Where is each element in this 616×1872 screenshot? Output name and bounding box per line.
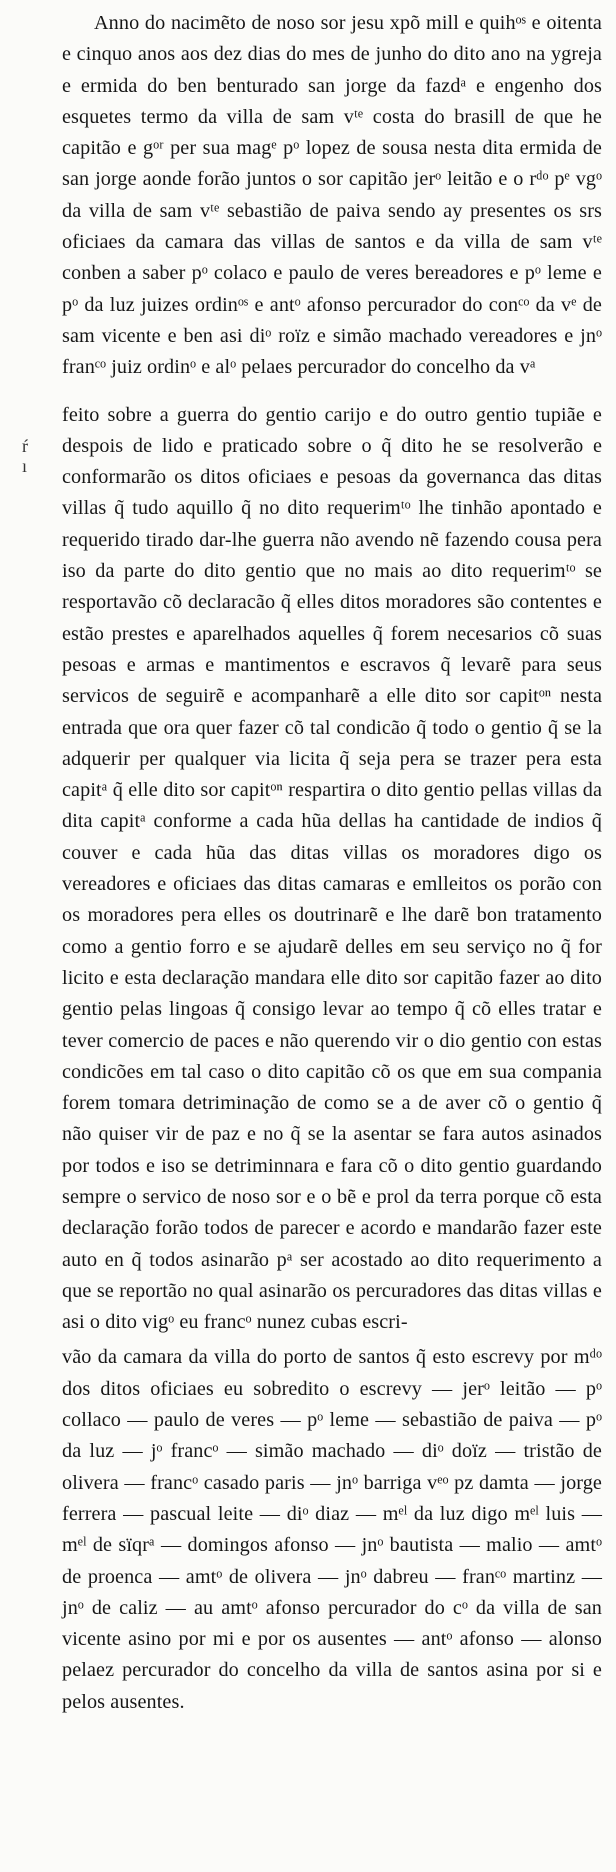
document-text	[62, 8, 602, 1718]
paragraph-gap	[62, 384, 602, 400]
margin-mark: ı	[22, 456, 28, 476]
paragraph-1: Anno do nacimẽto de noso sor jesu xpõ mill e quihᵒˢ e oitenta e cinquo anos aos dez dias do mes de junho do dito ano na ygreja e ermida do ben benturado san jorge da fazdᵃ e engenho dos esquetes termo da villa de sam vᵗᵉ costa do brasill de que he capitão e gᵒʳ per sua magᵉ pᵒ lopez de sousa nesta dita ermida de san jorge aonde forão juntos o sor capitão jerᵒ leitão e o rᵈᵒ pᵉ vgᵒ da villa de sam vᵗᵉ sebastião de paiva sendo ay presentes os srs oficiaes da camara das villas de santos e da villa de sam vᵗᵉ conben a saber pᵒ colaco e paulo de veres bereadores e pᵒ leme e pᵒ da luz juizes ordinᵒˢ e antᵒ afonso percurador do conᶜᵒ da vᵉ de sam vicente e ben asi diᵒ roïz e simão machado vereadores e jnᵒ franᶜᵒ juiz ordinᵒ e alᵒ pelaes percurador do concelho da vᵃ	[62, 12, 602, 379]
paragraph-2: feito sobre a guerra do gentio carijo e do outro gentio tupiãe e despois de lido e praticado sobre o q̃ dito he se resolverão e conformarão os ditos oficiaes e pesoas da governanca das ditas villas q̃ tudo aquillo q̃ no dito requerimᵗᵒ lhe tinhão apontado e requerido tirado dar-lhe guerra não avendo nẽ fazendo cousa pera iso da parte do dito gentio que no mais ao dito requerimᵗᵒ se resportavão cõ declaracão q̃ elles ditos moradores são contentes e estão prestes e aparelhados aquelles q̃ forem necesarios cõ suas pesoas e armas e mantimentos e escravos q̃ levarẽ para seus servicos de seguirẽ e acompanharẽ a elle dito sor capitᵒⁿ nesta entrada que ora quer fazer cõ tal condicão q̃ todo o gentio q̃ se la adquerir per qualquer via licita q̃ seja pera se trazer pera esta capitᵃ q̃ elle dito sor capitᵒⁿ respartira o dito gentio pellas villas da dita capitᵃ conforme a cada hũa dellas ha cantidade de indios q̃ couver e cada hũa das ditas villas os moradores digo os vereadores e oficiaes das ditas camaras e emlleitos os porão con os moradores pera elles os doutrinarẽ e lhe darẽ bon tratamento como a gentio forro e se ajudarẽ delles em seu serviço no q̃ for licito e esta declaração mandara elle dito sor capitão fazer ao dito gentio pelas lingoas q̃ consigo levar ao tempo q̃ cõ elles tratar e tever comercio de paces e não querendo vir o dio gentio con estas condicões em tal caso o dito capitão cõ os que em sua compania forem tomara detriminação de como se a de aver cõ o gentio q̃ não quiser vir de paz e no q̃ se la asentar se fara autos asinados por todos e iso se detriminnara e fara cõ o dito gentio guardando sempre o servico de noso sor e o bẽ e prol da terra porque cõ esta declaração forão todos de parecer e acordo e mandarão fazer este auto en q̃ todos asinarão pᵃ ser acostado ao dito requerimento a que se reportão no qual asinarão os percuradores das ditas villas e asi o dito vigᵒ eu francᵒ nunez cubas escri-	[62, 403, 602, 1334]
paragraph-3: vão da camara da villa do porto de santos q̃ esto escrevy por mᵈᵒ dos ditos oficiaes eu sobredito o escrevy — jerᵒ leitão — pᵒ collaco — paulo de veres — pᵒ leme — sebastião de paiva — pᵒ da luz — jᵒ francᵒ — simão machado — diᵒ doïz — tristão de olivera — francᵒ casado paris — jnᵒ barriga vᵉᵒ pz damta — jorge ferrera — pascual leite — diᵒ diaz — mᵉˡ da luz digo mᵉˡ luis — mᵉˡ de sïqrᵃ — domingos afonso — jnᵒ bautista — malio — amtᵒ de proenca — amtᵒ de olivera — jnᵒ dabreu — franᶜᵒ martinz — jnᵒ de caliz — au amtᵒ afonso percurador do cᵒ da villa de san vicente asino por mi e por os ausentes — antᵒ afonso — alonso pelaez percurador do concelho da villa de santos asina por si e pelos ausentes.	[62, 1346, 602, 1713]
margin-mark: ŕ	[22, 436, 28, 456]
